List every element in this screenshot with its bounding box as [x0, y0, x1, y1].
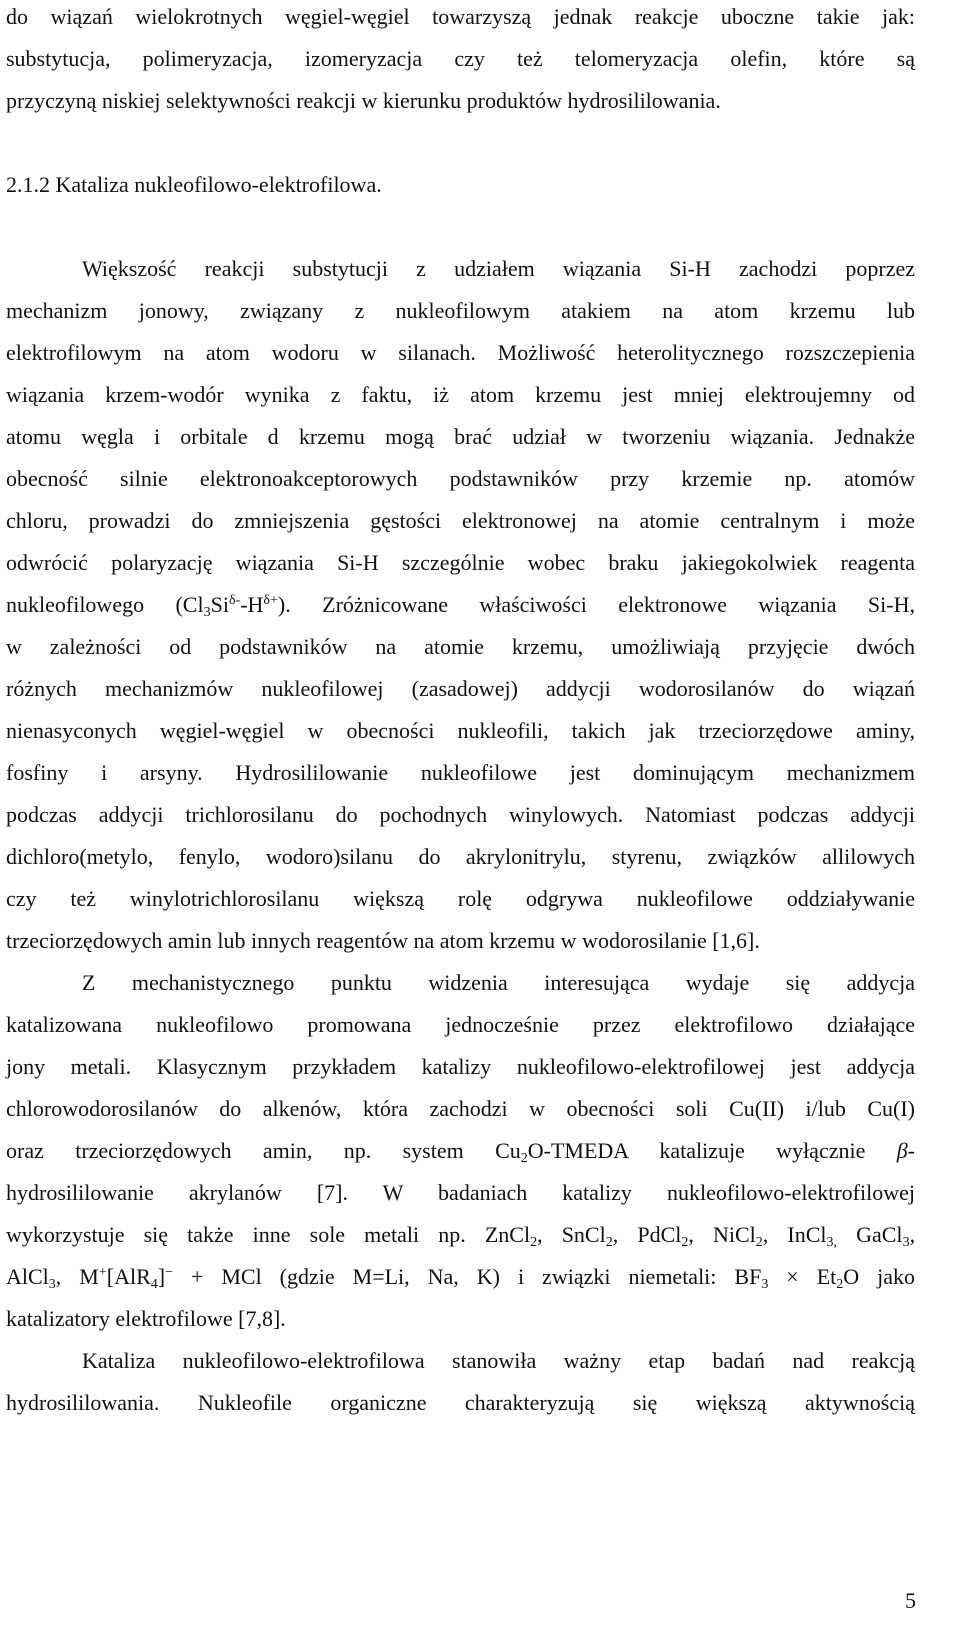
text-line: nienasyconych węgiel-węgiel w obecności nukleofili, takich jak trzeciorzędowe aminy, — [6, 718, 915, 743]
formula-line: nukleofilowego $(Cl_3Si^{\delta-}-H^{\delta+})$. Zróżnicowane właściwości elektronowe wiązania Si-H, — [6, 592, 915, 620]
text-line: do wiązań wielokrotnych węgiel-węgiel towarzyszą jednak reakcje uboczne takie jak: — [6, 4, 915, 29]
text-line: elektrofilowym na atom wodoru w silanach. Możliwość heterolitycznego rozszczepienia — [6, 340, 915, 365]
formula-line: AlCl$_3$, M+[AlR$_4$]− + MCl (gdzie M=Li, Na, K) i związki niemetali: $BF_3 \times Et_2O$ jako — [6, 1264, 915, 1292]
text-line: trzeciorzędowych amin lub innych reagentów na atom krzemu w wodorosilanie [1,6]. — [6, 928, 760, 953]
text-line: atomu węgla i orbitale d krzemu mogą brać udział w tworzeniu wiązania. Jednakże — [6, 424, 915, 449]
text-line: mechanizm jonowy, związany z nukleofilowym atakiem na atom krzemu lub — [6, 298, 915, 323]
text-line: chlorowodorosilanów do alkenów, która zachodzi w obecności soli Cu(II) i/lub Cu(I) — [6, 1096, 915, 1121]
text-line: jony metali. Klasycznym przykładem katalizy nukleofilowo-elektrofilowej jest addycja — [6, 1054, 915, 1079]
text-line: substytucja, polimeryzacja, izomeryzacja czy też telomeryzacja olefin, które są — [6, 46, 915, 71]
page-number: 5 — [905, 1588, 916, 1613]
text-line: przyczyną niskiej selektywności reakcji w kierunku produktów hydrosililowania. — [6, 88, 721, 113]
text-line: różnych mechanizmów nukleofilowej (zasadowej) addycji wodorosilanów do wiązań — [6, 676, 915, 701]
text-line: katalizatory elektrofilowe [7,8]. — [6, 1306, 286, 1331]
text-line: odwrócić polaryzację wiązania Si-H szczególnie wobec braku jakiegokolwiek reagenta — [6, 550, 915, 575]
text-line: podczas addycji trichlorosilanu do pochodnych winylowych. Natomiast podczas addycji — [6, 802, 915, 827]
text-line: czy też winylotrichlorosilanu większą rolę odgrywa nukleofilowe oddziaływanie — [6, 886, 915, 911]
text-line: wiązania krzem-wodór wynika z faktu, iż atom krzemu jest mniej elektroujemny od — [6, 382, 915, 407]
formula-line: wykorzystuje się także inne sole metali np. ZnCl$_2$, SnCl$_2$, PdCl$_2$, NiCl$_2$, InCl$_{3,}$ GaCl$_3$, — [6, 1222, 916, 1250]
text-line: hydrosililowanie akrylanów [7]. W badaniach katalizy nukleofilowo-elektrofilowej — [6, 1180, 915, 1205]
text-line: chloru, prowadzi do zmniejszenia gęstości elektronowej na atomie centralnym i może — [6, 508, 915, 533]
text-line: dichloro(metylo, fenylo, wodoro)silanu do akrylonitrylu, styrenu, związków allilowych — [6, 844, 915, 869]
formula-line: oraz trzeciorzędowych amin, np. system $Cu_2O$-TMEDA katalizuje wyłącznie β- — [6, 1138, 915, 1166]
text-line: obecność silnie elektronoakceptorowych podstawników przy krzemie np. atomów — [6, 466, 915, 491]
text-line: w zależności od podstawników na atomie krzemu, umożliwiają przyjęcie dwóch — [6, 634, 915, 659]
text-line: hydrosililowania. Nukleofile organiczne charakteryzują się większą aktywnością — [6, 1390, 915, 1415]
text-line: Z mechanistycznego punktu widzenia interesująca wydaje się addycja — [82, 970, 915, 995]
text-line: Większość reakcji substytucji z udziałem wiązania Si-H zachodzi poprzez — [82, 256, 915, 281]
text-line: Kataliza nukleofilowo-elektrofilowa stanowiła ważny etap badań nad reakcją — [82, 1348, 915, 1373]
section-heading: 2.1.2 Kataliza nukleofilowo-elektrofilowa. — [6, 172, 382, 197]
text-line: fosfiny i arsyny. Hydrosililowanie nukleofilowe jest dominującym mechanizmem — [6, 760, 915, 785]
text-line: katalizowana nukleofilowo promowana jednocześnie przez elektrofilowo działające — [6, 1012, 915, 1037]
